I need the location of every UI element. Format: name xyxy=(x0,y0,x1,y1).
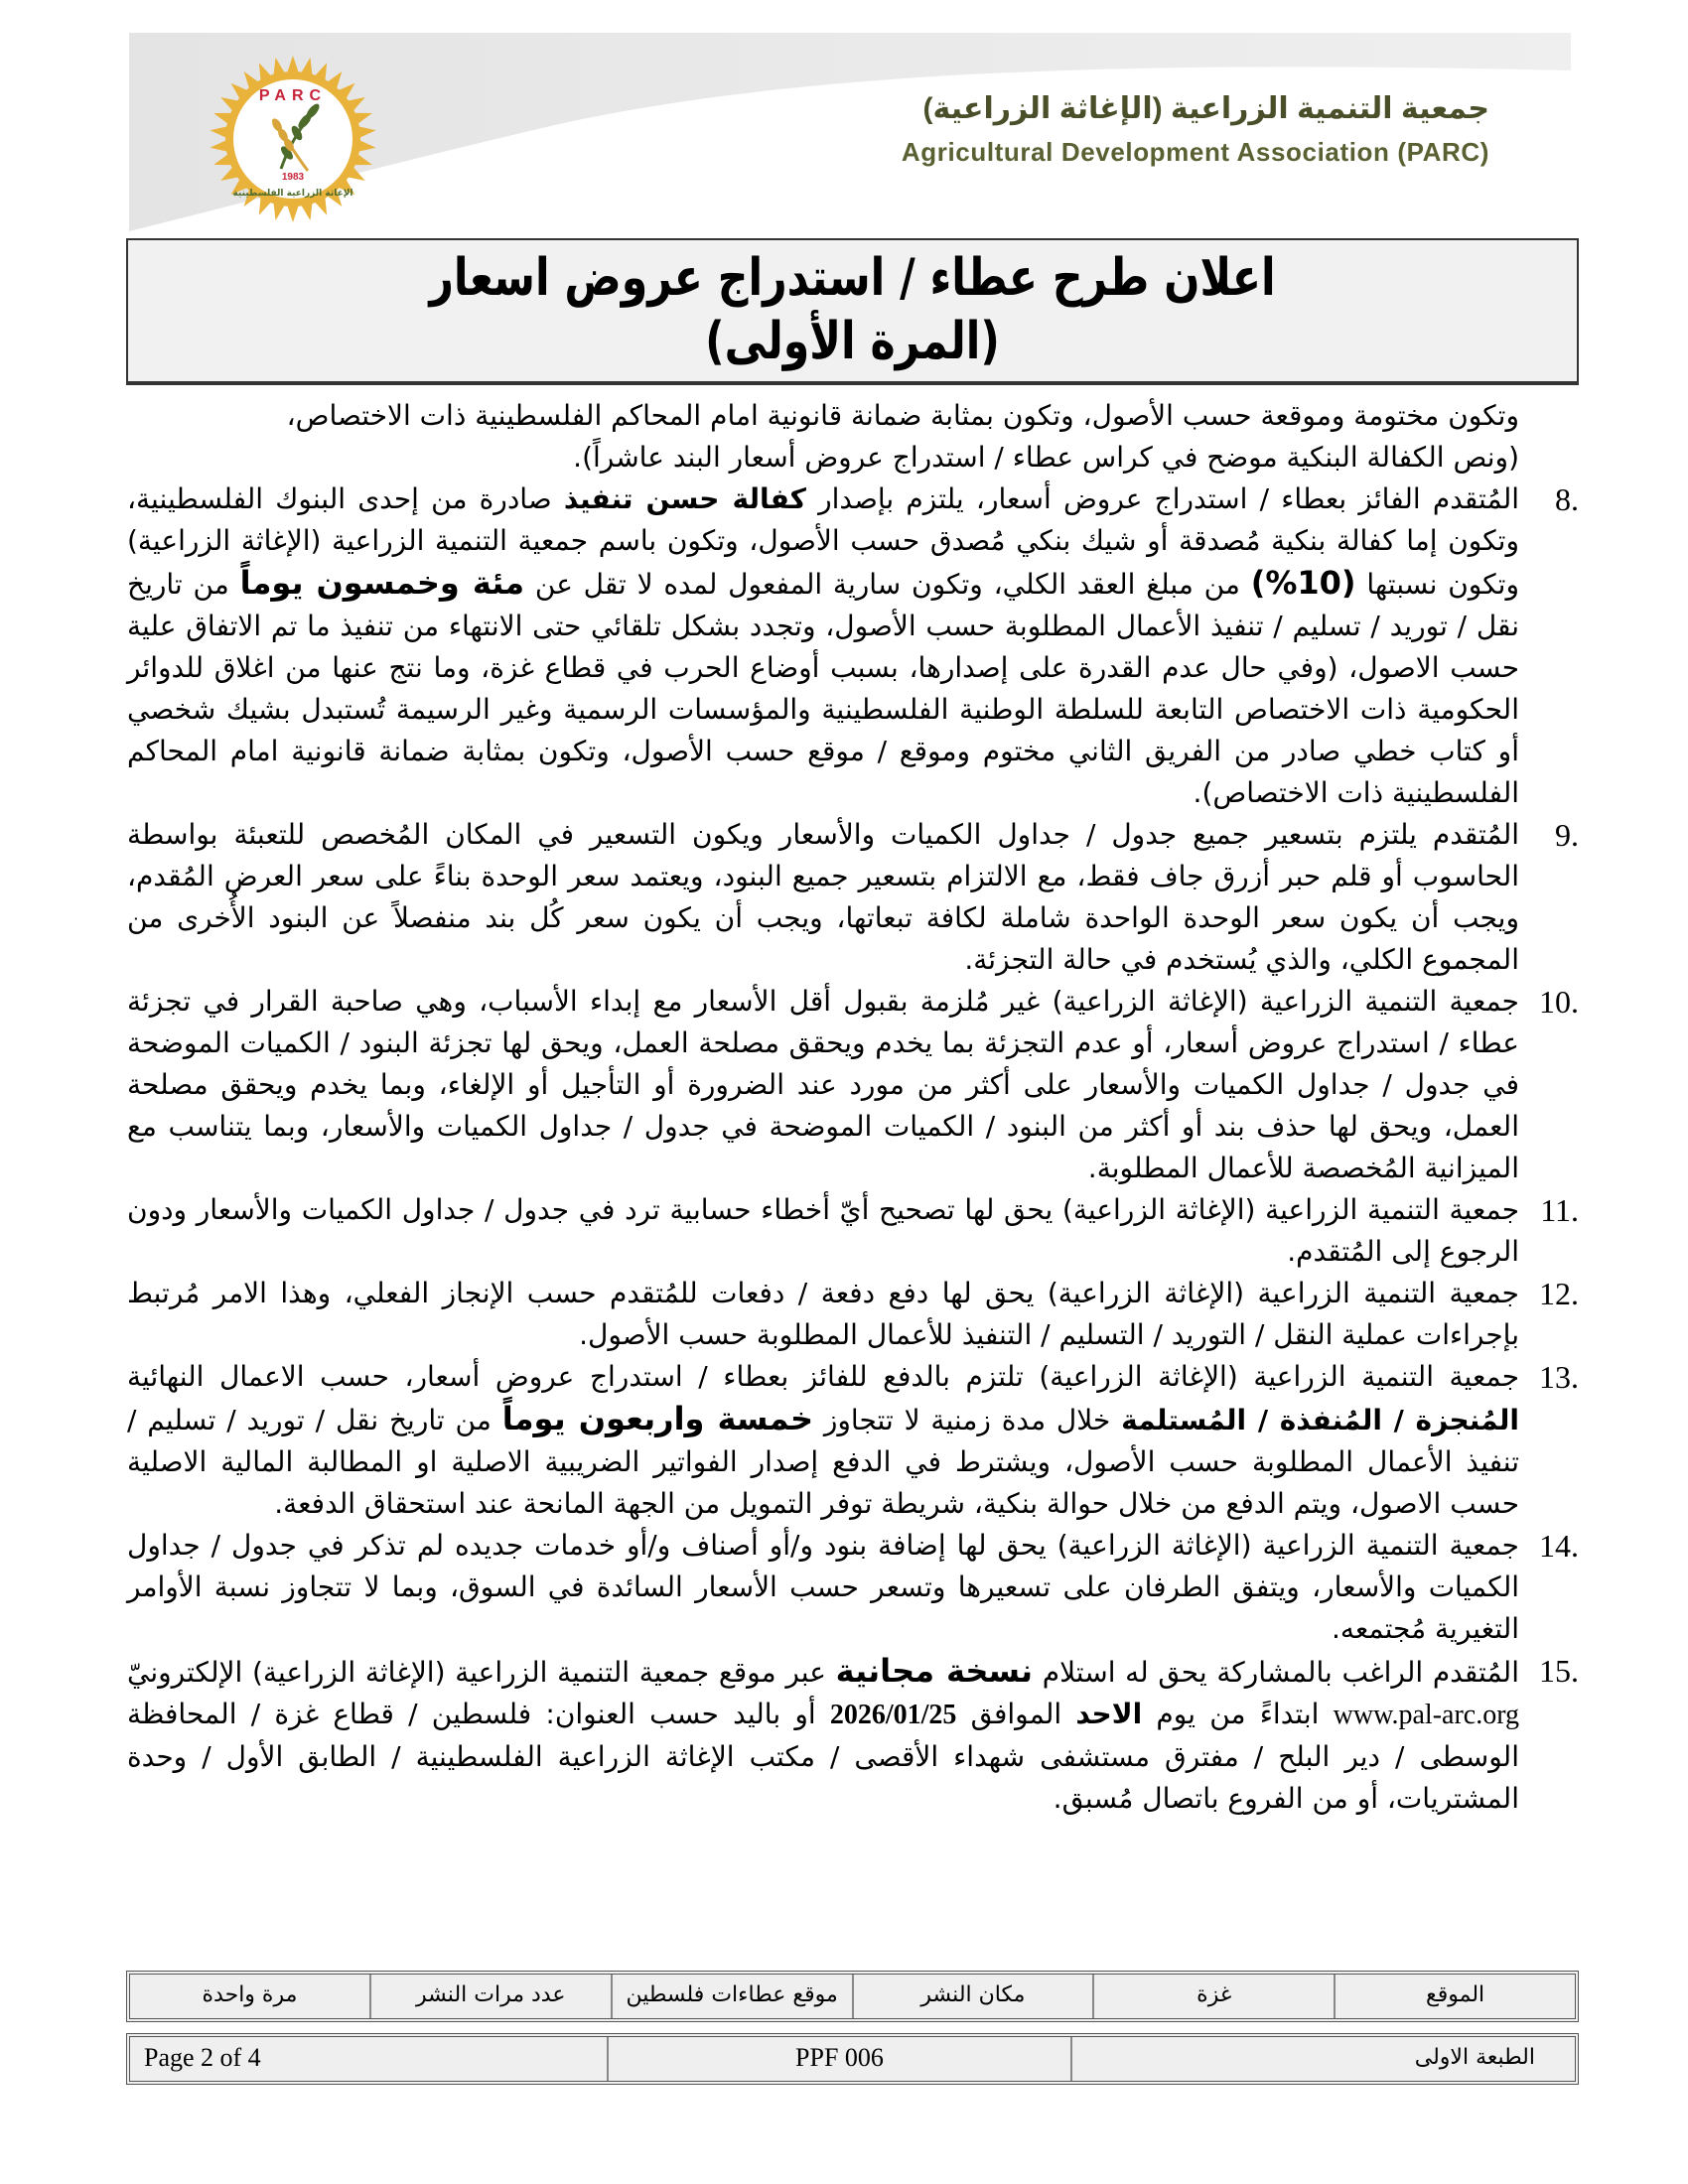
footer-cell-publish-place-label: مكان النشر xyxy=(852,1975,1093,2018)
intro-continuation xyxy=(127,395,1579,478)
clause-text-run: جمعية التنمية الزراعية (الإغاثة الزراعية) غير مُلزمة بقبول أقل الأسعار مع إبداء الأسباب، وهي صاحبة القرار في تجزئة عطاء / استدراج عروض أسعار، أو عدم التجزئة بما يخدم ويحقق مصلحة العمل، ويحق لها تجزئة البنود / الكميات الموضحة في جدول / جداول الكميات والأسعار على أكثر من مورد عند الضرورة أو التأجيل أو الإلغاء، وبما يخدم ويحقق مصلحة العمل، ويحق لها حذف بند أو أكثر من البنود / الكميات الموضحة في جدول / جداول الكميات والأسعار، وبما يتناسب مع الميزانية المُخصصة للأعمال المطلوبة. xyxy=(127,985,1519,1184)
organization-name-arabic: جمعية التنمية الزراعية (الإغاثة الزراعية) xyxy=(922,92,1489,125)
organization-name-english: Agricultural Development Association (PARC) xyxy=(901,137,1489,167)
footer-cell-publish-count-value: مرة واحدة xyxy=(202,1982,298,2007)
document-body xyxy=(127,395,1579,1820)
clause-text-run: ابتداءً من يوم xyxy=(1142,1698,1334,1730)
emphasized-text: كفالة حسن تنفيذ xyxy=(563,482,806,515)
parc-logo xyxy=(209,55,377,223)
clause-text-run: المُتقدم يلتزم بتسعير جميع جدول / جداول الكميات والأسعار ويكون التسعير في المكان المُخصص للتعبئة بواسطة الحاسوب أو قلم حبر أزرق جاف فقط، مع الالتزام بتسعير جميع البنود، ويعتمد سعر الوحدة بناءً على سعر العرض المُقدم، ويجب أن يكون سعر الوحدة الواحدة شاملة لكافة تبعاتها، ويجب أن يكون سعر كُل بند منفصلاً عن البنود الأُخرى من المجموع الكلي، والذي يُستخدم في حالة التجزئة. xyxy=(127,818,1519,976)
clause-number: 9. xyxy=(1555,817,1579,853)
emphasized-text: (10%) xyxy=(1250,564,1356,602)
clause-text-run: جمعية التنمية الزراعية (الإغاثة الزراعية) يحق لها إضافة بنود و/أو أصناف و/أو خدمات جديده لم تذكر في جدول / جداول الكميات والأسعار، ويتفق الطرفان على تسعيرها وتسعر حسب الأسعار السائدة في السوق، وبما لا تتجاوز نسبة الأوامر التغيرية مُجتمعه. xyxy=(127,1529,1519,1645)
footer-cell-page-number: Page 2 of 4 xyxy=(143,2043,261,2072)
announcement-title: اعلان طرح عطاء / استدراج عروض اسعار xyxy=(429,248,1276,308)
clause-text-run: الموافق xyxy=(956,1698,1076,1730)
clause-text-run: جمعية التنمية الزراعية (الإغاثة الزراعية) يحق لها دفع دفعة / دفعات للمُتقدم حسب الإنجاز الفعلي، وهذا الامر مُرتبط بإجراءات عملية النقل / التوريد / التسليم / التنفيذ للأعمال المطلوبة حسب الأصول. xyxy=(127,1277,1519,1351)
clause-text-run: صادرة من إحدى البنوك الفلسطينية، وتكون إما كفالة بنكية مُصدقة أو شيك بنكي مُصدق حسب الأصول، وتكون باسم جمعية التنمية الزراعية (الإغاثة الزراعية) وتكون نسبتها xyxy=(127,482,1519,601)
announcement-title-box xyxy=(126,238,1579,385)
emphasized-text: الاحد xyxy=(1075,1698,1143,1730)
clause-text-run: من مبلغ العقد الكلي، وتكون سارية المفعول لمده لا تقل عن xyxy=(524,568,1251,601)
logo-acronym: PARC xyxy=(258,87,328,104)
logo-ring-text: الإغاثة الزراعية الفلسطينية xyxy=(232,189,353,199)
footer-cell-publish-place-value: موقع عطاءات فلسطين xyxy=(611,1975,852,2018)
clause-text-run: من تاريخ نقل / توريد / تسليم / تنفيذ الأعمال المطلوبة حسب الأصول، وتجدد بشكل تلقائي حتى الانتهاء من تنفيذ ما تم الاتفاق علية حسب الاصول، (وفي حال عدم القدرة على إصدارها، بسبب أوضاع الحرب في قطاع غزة، وما نتج عنها من اغلاق للدوائر الحكومية ذات الاختصاص التابعة للسلطة الوطنية الفلسطينية والمؤسسات الرسمية وغير الرسيمة تُستبدل بشيك شخصي أو كتاب خطي صادر من الفريق الثاني مختوم وموقع / موقع حسب الأصول، وتكون بمثابة ضمانة قانونية امام المحاكم الفلسطينية ذات الاختصاص). xyxy=(127,568,1519,809)
emphasized-text: المُنجزة / المُنفذة / المُستلمة xyxy=(1121,1404,1520,1436)
clause-text xyxy=(127,1189,1519,1273)
clause-number: 14. xyxy=(1539,1528,1579,1564)
clause-text-run: خلال مدة زمنية لا تتجاوز xyxy=(813,1404,1122,1436)
clause-item xyxy=(127,1189,1579,1273)
clause-text xyxy=(127,814,1519,981)
clause-number: 12. xyxy=(1539,1276,1579,1311)
logo-year: 1983 xyxy=(281,172,305,183)
clauses-list xyxy=(127,478,1579,1820)
clause-item xyxy=(127,814,1579,981)
clause-text-run: جمعية التنمية الزراعية (الإغاثة الزراعية) تلتزم بالدفع للفائز بعطاء / استدراج عروض أسعار، حسب الاعمال النهائية xyxy=(127,1360,1519,1393)
clause-text-run: جمعية التنمية الزراعية (الإغاثة الزراعية) يحق لها تصحيح أيّ أخطاء حسابية ترد في جدول / جداول الكميات والأسعار ودون الرجوع إلى المُتقدم. xyxy=(127,1193,1519,1268)
clause-number: 10. xyxy=(1539,984,1579,1020)
clause-number: 8. xyxy=(1555,481,1579,517)
document-info-table xyxy=(126,2033,1579,2085)
clause-number: 13. xyxy=(1539,1359,1579,1395)
footer-cell-location-value: غزة xyxy=(1092,1975,1334,2018)
footer-cell-edition: الطبعة الاولى xyxy=(1070,2037,1575,2081)
clause-text-run: www.pal-arc.org xyxy=(1333,1700,1520,1730)
clause-number: 15. xyxy=(1539,1653,1579,1689)
intro-line: (ونص الكفالة البنكية موضح في كراس عطاء / استدراج عروض أسعار البند عاشراً). xyxy=(573,441,1519,474)
clause-text xyxy=(127,1273,1519,1356)
emphasized-text: خمسة واربعون يوماً xyxy=(501,1400,814,1437)
footer-cell-publish-count-label: عدد مرات النشر xyxy=(369,1975,611,2018)
intro-line: وتكون مختومة وموقعة حسب الأصول، وتكون بمثابة ضمانة قانونية امام المحاكم الفلسطينية ذات الاختصاص، xyxy=(286,399,1519,432)
footer-cell-location-label: الموقع xyxy=(1334,1975,1575,2018)
clause-item xyxy=(127,1273,1579,1356)
clause-text-run: المُتقدم الفائز بعطاء / استدراج عروض أسعار، يلتزم بإصدار xyxy=(805,482,1520,515)
clause-text-run: عبر موقع جمعية التنمية الزراعية (الإغاثة الزراعية) الإلكترونيّ xyxy=(127,1656,836,1689)
emphasized-text: 2026/01/25 xyxy=(829,1700,957,1730)
footer-cell-form-code: PPF 006 xyxy=(607,2037,1071,2081)
emphasized-text: نسخة مجانية xyxy=(835,1652,1034,1690)
clause-item xyxy=(127,1650,1579,1820)
clause-text xyxy=(127,981,1519,1189)
clause-text-run: المُتقدم الراغب بالمشاركة يحق له استلام xyxy=(1033,1656,1519,1689)
clause-text xyxy=(127,478,1519,814)
clause-item xyxy=(127,1525,1579,1650)
clause-text xyxy=(127,1356,1519,1525)
clause-text xyxy=(127,1650,1519,1820)
announcement-subtitle: (المرة الأولى) xyxy=(705,312,1000,371)
clause-item xyxy=(127,981,1579,1189)
publication-info-table xyxy=(126,1971,1579,2022)
clause-item xyxy=(127,478,1579,814)
clause-text xyxy=(127,1525,1519,1650)
clause-number: 11. xyxy=(1540,1192,1579,1228)
clause-item xyxy=(127,1356,1579,1525)
emphasized-text: مئة وخمسون يوماً xyxy=(239,564,525,602)
clause-text-run: أو باليد حسب العنوان: فلسطين / قطاع غزة / المحافظة الوسطى / دير البلح / مفترق مستشفى شهداء الأقصى / مكتب الإغاثة الزراعية الفلسطينية / الطابق الأول / وحدة المشتريات، أو من الفروع باتصال مُسبق. xyxy=(127,1698,1519,1815)
clause-text-run: من تاريخ نقل / توريد / تسليم / تنفيذ الأعمال المطلوبة حسب الأصول، ويشترط في الدفع إصدار الفواتير الضريبية الاصلية او المطالبة المالية الاصلية حسب الاصول، ويتم الدفع من خلال حوالة بنكية، شريطة توفر التمويل من الجهة المانحة عند استحقاق الدفعة. xyxy=(127,1404,1519,1520)
